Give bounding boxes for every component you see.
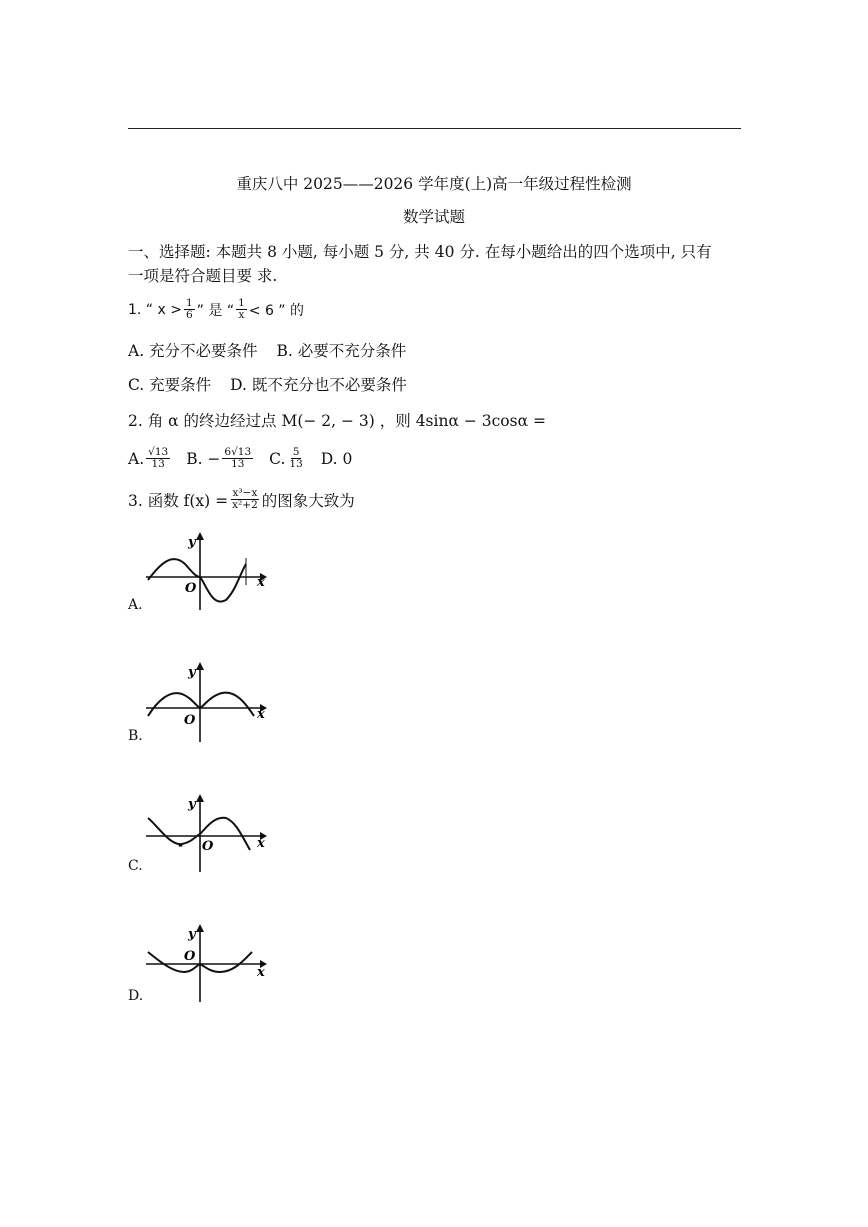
- q3-graph-b: [140, 660, 268, 746]
- q3-graph-a: [140, 530, 268, 616]
- question-2-options: [128, 447, 352, 470]
- q1-frac1-numerator: 1: [185, 297, 193, 309]
- q1-fraction-1: [184, 298, 195, 321]
- q1-fraction-2: [236, 298, 247, 321]
- q3-denominator: x²+2: [232, 499, 258, 512]
- graph-a-x-label: x: [257, 575, 265, 590]
- q2-option-a-fraction: [146, 447, 170, 470]
- graph-b-x-label: x: [257, 707, 265, 722]
- q2-option-c-label: C.: [269, 449, 286, 468]
- graph-c-negative-mark: -: [178, 838, 183, 852]
- section-instruction-line2: 一项是符合题目要 求.: [128, 267, 278, 285]
- graph-b-y-label: y: [188, 665, 196, 680]
- q3-numerator: x³−x: [232, 487, 258, 499]
- q2-option-c-fraction: [287, 447, 304, 470]
- graph-c-origin-label: O: [202, 839, 214, 854]
- section-instruction-line1: 一、选择题: 本题共 8 小题, 每小题 5 分, 共 40 分. 在每小题给出的四个选项中, 只有: [128, 243, 712, 261]
- question-1-options-row1: [128, 339, 406, 361]
- q3-prefix: 3. 函数 f(x) =: [128, 491, 229, 510]
- header-rule: [128, 128, 741, 129]
- q3-graph-b-label: B.: [128, 728, 143, 744]
- q2-option-b-label: B. −: [186, 449, 221, 468]
- q3-graph-d-label: D.: [128, 988, 144, 1004]
- q2-option-d: D. 0: [320, 449, 353, 468]
- q2-c-numerator: 5: [292, 446, 300, 458]
- q2-b-numerator: 6√13: [224, 446, 252, 458]
- q2-a-numerator: √13: [148, 446, 169, 458]
- q1-option-d: D. 既不充分也不必要条件: [230, 376, 407, 394]
- q1-suffix: < 6 ” 的: [248, 302, 305, 319]
- q3-graph-d: [140, 922, 268, 1008]
- q1-middle: ” 是 “: [196, 302, 235, 319]
- q3-suffix: 的图象大致为: [261, 491, 355, 510]
- q1-option-b: B. 必要不充分条件: [276, 342, 407, 360]
- q3-graph-c-label: C.: [128, 858, 143, 874]
- q3-graph-c: [140, 792, 268, 878]
- question-1-stem: [128, 298, 304, 321]
- subject-title: 数学试题: [402, 208, 465, 226]
- graph-d-origin-label: O: [184, 949, 196, 964]
- q1-frac2-numerator: 1: [238, 297, 245, 309]
- graph-c-x-label: x: [257, 836, 265, 851]
- graph-d-y-label: y: [188, 927, 196, 942]
- graph-c-y-label: y: [188, 797, 196, 812]
- q2-a-denominator: 13: [151, 458, 165, 471]
- graph-a-y-label: y: [188, 535, 196, 550]
- question-3-stem: [128, 488, 355, 511]
- q2-option-a-label: A.: [128, 449, 145, 468]
- q2-option-b-fraction: [222, 447, 253, 470]
- question-2-stem: 2. 角 α 的终边经过点 M(− 2, − 3) ，则 4sinα − 3cosα =: [128, 412, 546, 430]
- graph-b-origin-label: O: [184, 713, 196, 728]
- q1-option-a: A. 充分不必要条件: [128, 342, 258, 360]
- q1-frac1-denominator: 6: [185, 309, 193, 322]
- graph-d-x-label: x: [257, 965, 265, 980]
- q1-option-c: C. 充要条件: [128, 376, 212, 394]
- exam-title: 重庆八中 2025——2026 学年度(上)高一年级过程性检测: [236, 175, 632, 193]
- q1-prefix: 1. “ x >: [128, 301, 182, 318]
- graph-a-origin-label: O: [185, 581, 197, 596]
- q1-frac2-denominator: x: [238, 309, 245, 322]
- q2-c-denominator: 13: [289, 458, 303, 471]
- q3-function-fraction: [230, 488, 260, 511]
- q3-graph-a-label: A.: [128, 597, 143, 613]
- q2-b-denominator: 13: [231, 458, 245, 471]
- question-1-options-row2: [128, 373, 407, 395]
